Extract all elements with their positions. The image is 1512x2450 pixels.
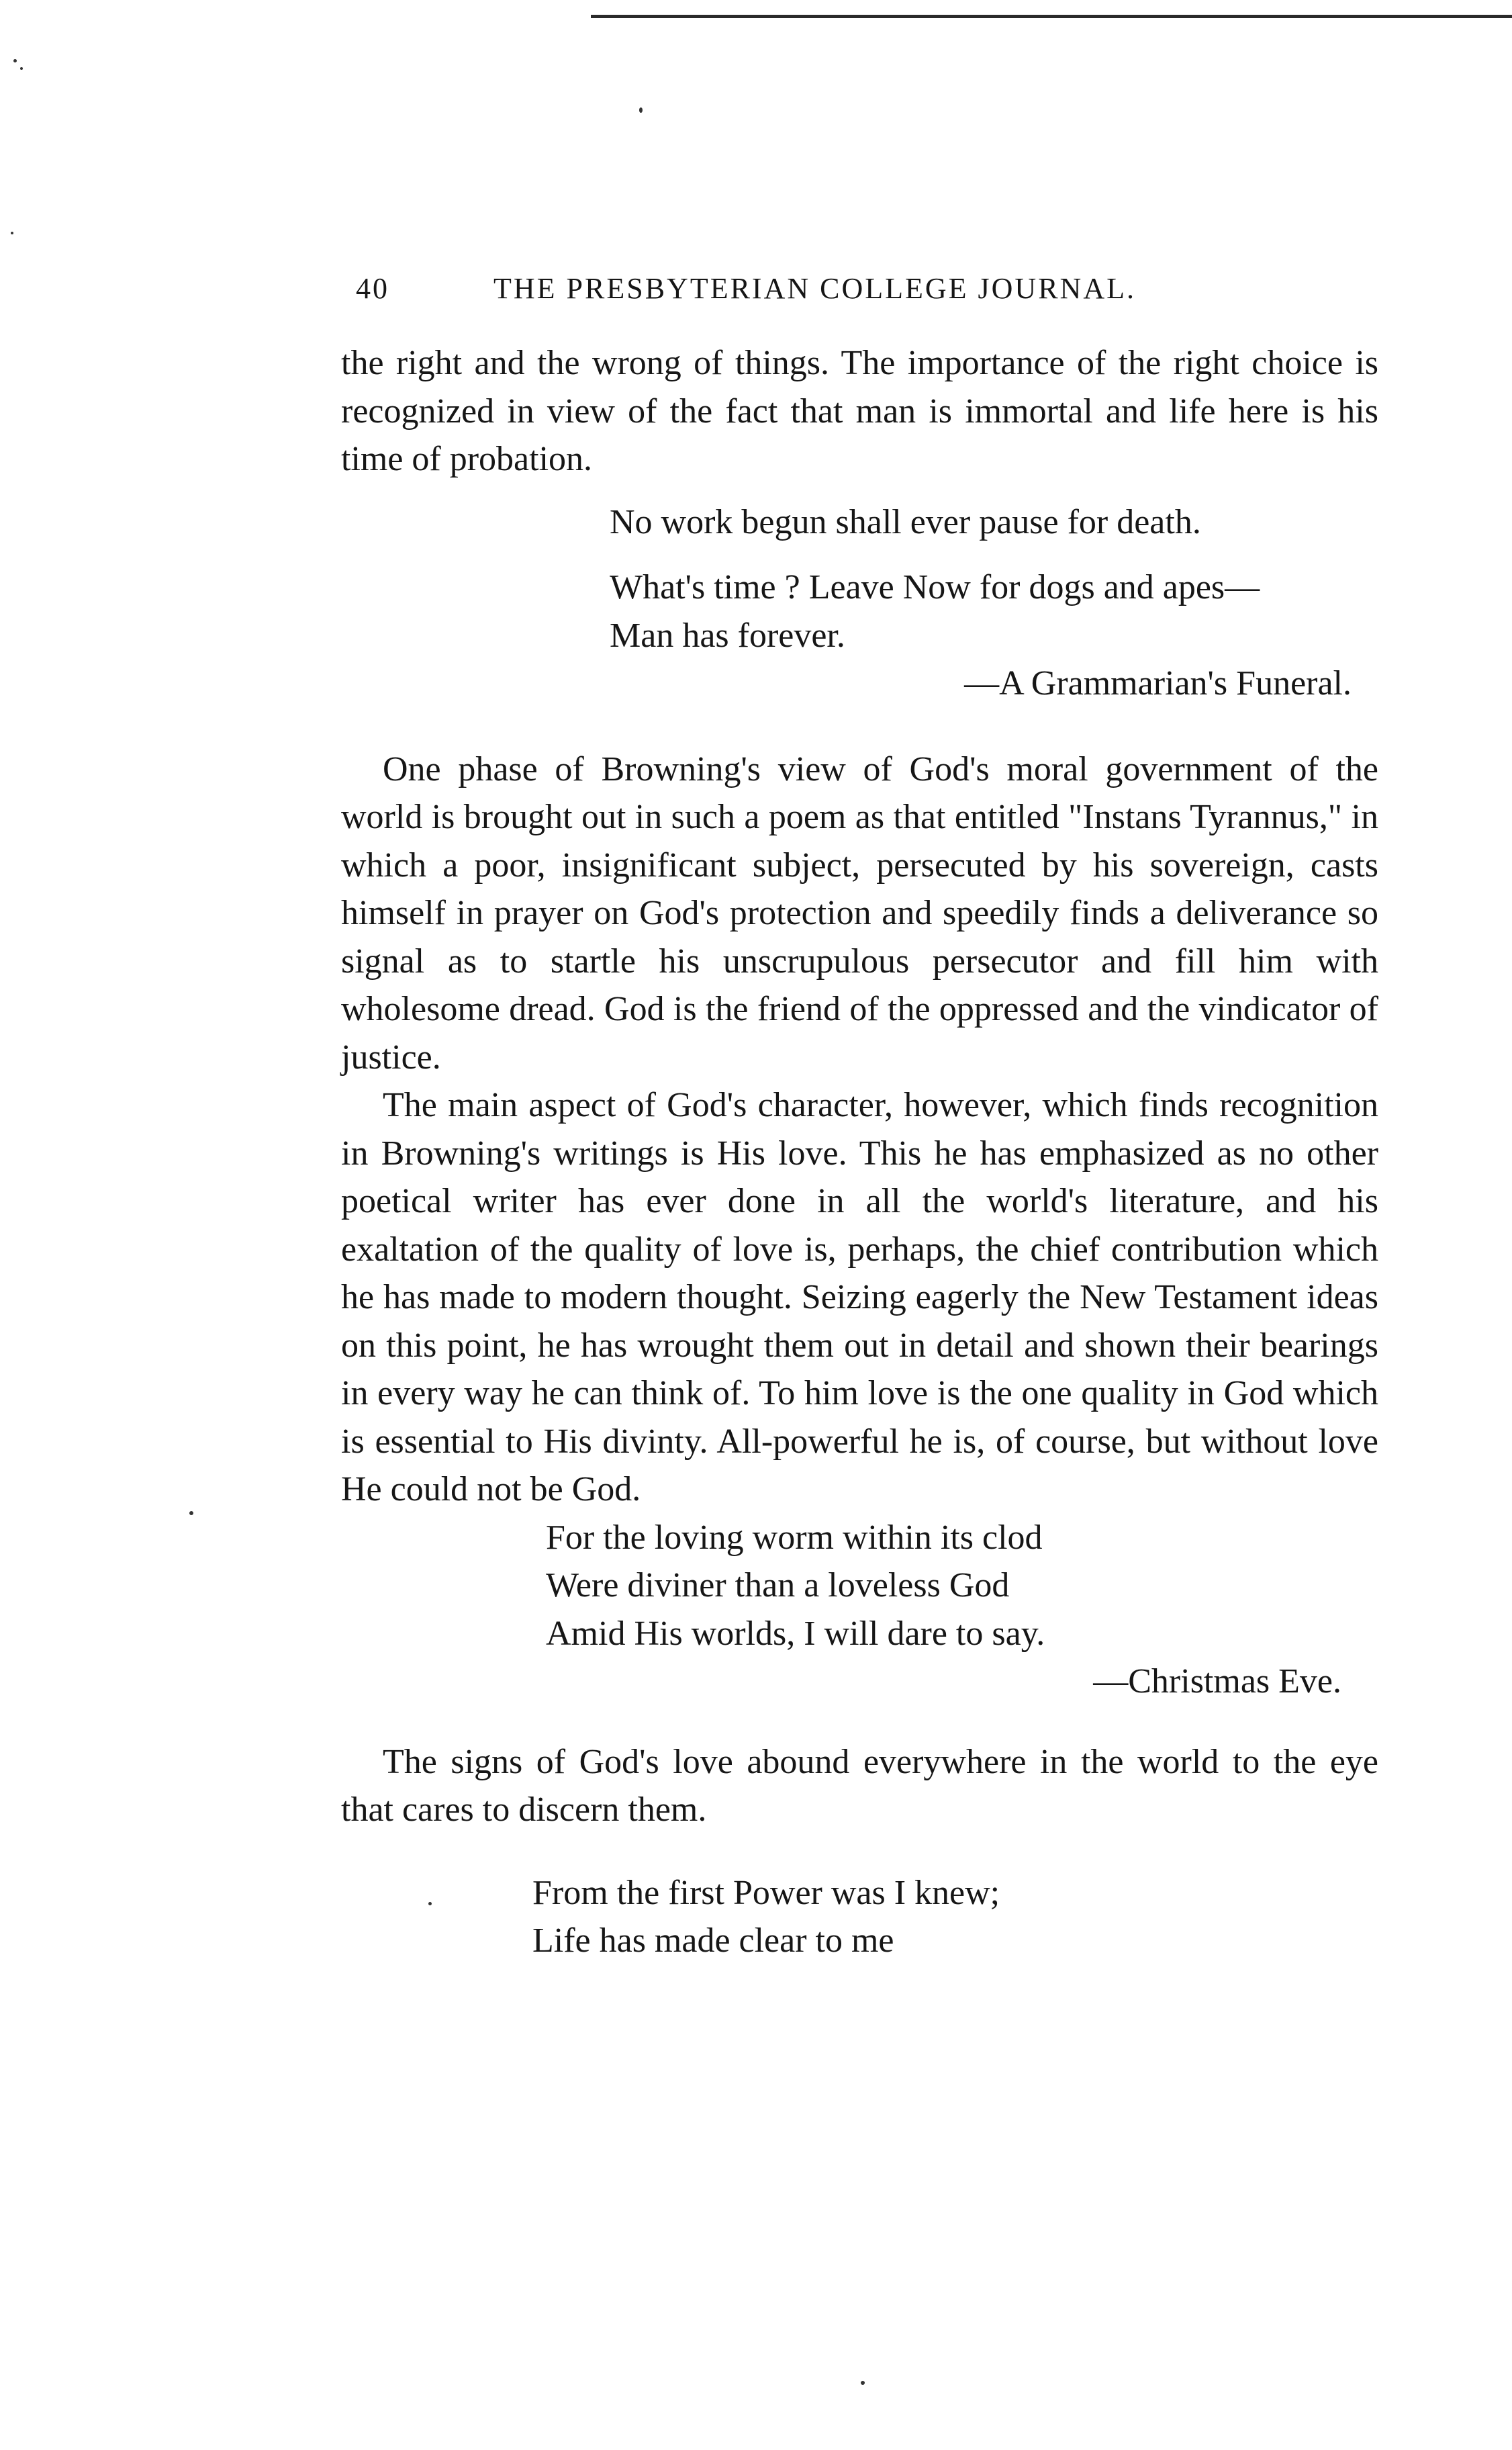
verse-line: Man has forever.: [610, 616, 845, 655]
paragraph-4: The signs of God's love abound everywhere in the world to the eye that cares to discern them.: [341, 1742, 1378, 1829]
verse-attribution: —A Grammarian's Funeral.: [964, 664, 1352, 702]
verse-line: No work begun shall ever pause for death.: [610, 502, 1201, 541]
verse-line: For the loving worm within its clod: [546, 1518, 1043, 1557]
speck-mark: [13, 59, 17, 62]
verse-line: Were diviner than a loveless God: [546, 1566, 1010, 1604]
running-title: THE PRESBYTERIAN COLLEGE JOURNAL.: [493, 272, 1136, 305]
speck-mark: [20, 67, 23, 70]
verse-christmas-eve: [341, 1514, 1378, 1706]
verse-line: From the first Power was I knew;: [532, 1873, 1000, 1912]
verse-line: Life has made clear to me: [532, 1921, 894, 1960]
speck-mark: [861, 2381, 865, 2385]
page-body: [341, 339, 1378, 1965]
verse-line: What's time ? Leave Now for dogs and apes—: [610, 568, 1260, 606]
paragraph-3: The main aspect of God's character, however, which finds recognition in Browning's writings is His love. This he has emphasized as no other poetical writer has ever done in all the world's literature, and his exaltation of the quality of love is, perhaps, the chief contribution which he has made to modern thought. Seizing eagerly the New Testament ideas on this point, he has wrought them out in detail and shown their bearings in every way he can think of. To him love is the one quality in God which is essential to His divinty. All-powerful he is, of course, but without love He could not be God.: [341, 1086, 1378, 1508]
page-header: [356, 271, 1370, 318]
verse-attribution: —Christmas Eve.: [1093, 1662, 1341, 1700]
verse-grammarians-funeral: [341, 498, 1378, 708]
paragraph-1: the right and the wrong of things. The importance of the right choice is recognized in view of the fact that man is immortal and life here is his time of probation.: [341, 344, 1378, 478]
verse-line: Amid His worlds, I will dare to say.: [546, 1614, 1045, 1653]
speck-mark: [639, 107, 643, 113]
speck-mark: [11, 232, 13, 234]
top-rule: [591, 15, 1512, 18]
verse-final: [341, 1869, 1378, 1965]
paragraph-2: One phase of Browning's view of God's moral government of the world is brought out in such a poem as that entitled "Instans Tyrannus," in which a poor, insignificant subject, persecuted by his sovereign, casts himself in prayer on God's protection and speedily finds a deliverance so signal as to startle his unscrupulous persecutor and fill him with wholesome dread. God is the friend of the oppressed and the vindicator of justice.: [341, 750, 1378, 1077]
page-number: 40: [356, 272, 389, 305]
speck-mark: [189, 1511, 193, 1515]
